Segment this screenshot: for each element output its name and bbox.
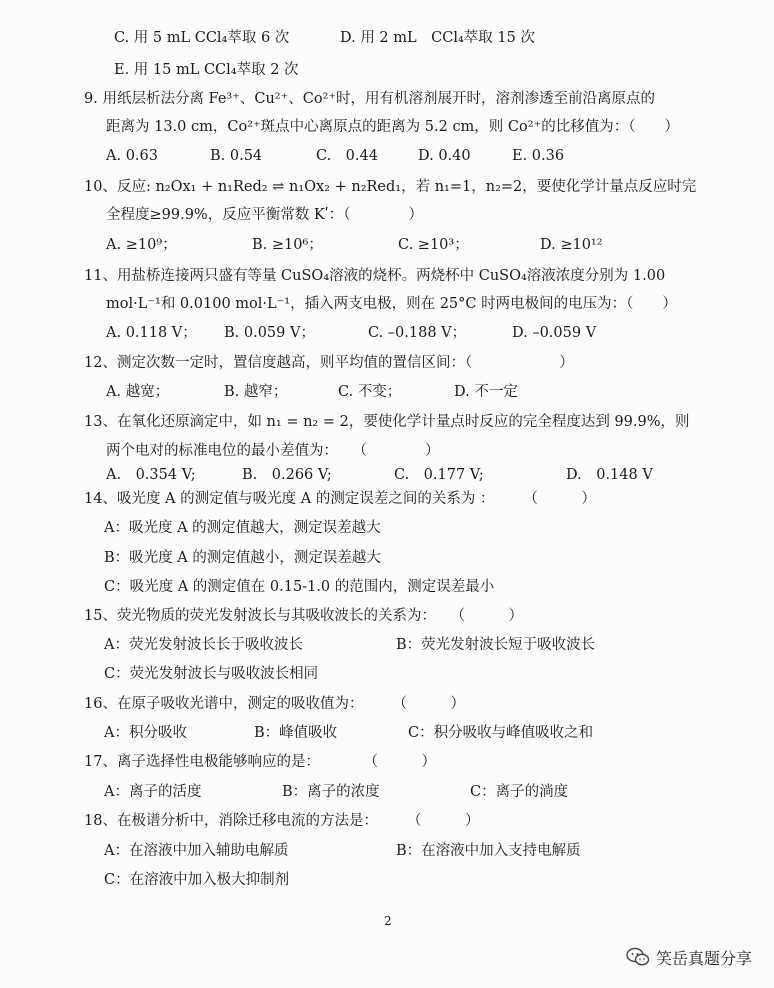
page-number: 2 xyxy=(384,914,392,928)
q13-stem-line2: 两个电对的标准电位的最小差值为： （ ） xyxy=(106,443,440,459)
q12-option-c: C. 不变； xyxy=(338,384,402,400)
q12-option-a: A. 越宽； xyxy=(106,384,170,400)
q18-option-a: A：在溶液中加入辅助电解质 xyxy=(104,843,289,859)
q12-option-b: B. 越窄； xyxy=(224,384,288,400)
q15-option-c: C：荧光发射波长与吸收波长相同 xyxy=(104,666,319,682)
q15-option-a: A：荧光发射波长长于吸收波长 xyxy=(104,637,303,653)
q17-stem: 17、离子选择性电极能够响应的是： （ ） xyxy=(84,754,436,770)
q14-option-c: C：吸光度 A 的测定值在 0.15-1.0 的范围内，测定误差最小 xyxy=(104,579,495,595)
q14-stem: 14、吸光度 A 的测定值与吸光度 A 的测定误差之间的关系为 ： （ ） xyxy=(84,491,596,507)
q11-option-c: C. –0.188 V； xyxy=(368,325,467,341)
q17-option-b: B：离子的浓度 xyxy=(282,784,380,800)
q9-stem-line1: 9. 用纸层析法分离 Fe³⁺、Cu²⁺、Co²⁺时，用有机溶剂展开时，溶剂渗透至前沿离原点的 xyxy=(84,91,656,107)
q8-option-e: E. 用 15 mL CCl₄萃取 2 次 xyxy=(114,62,299,78)
q15-stem: 15、荧光物质的荧光发射波长与其吸收波长的关系为： （ ） xyxy=(84,608,523,624)
q9-option-a: A. 0.63 xyxy=(106,148,158,164)
q8-option-d: D. 用 2 mL CCl₄萃取 15 次 xyxy=(340,30,535,46)
q9-option-b: B. 0.54 xyxy=(210,148,263,164)
q13-option-d: D. 0.148 V xyxy=(566,467,653,483)
q16-option-b: B：峰值吸收 xyxy=(254,725,338,741)
q9-option-d: D. 0.40 xyxy=(418,148,471,164)
q13-option-a: A. 0.354 V; xyxy=(106,467,196,483)
q18-option-c: C：在溶液中加入极大抑制剂 xyxy=(104,872,290,888)
q16-stem: 16、在原子吸收光谱中，测定的吸收值为： （ ） xyxy=(84,696,465,712)
watermark xyxy=(626,943,752,971)
q11-option-b: B. 0.059 V； xyxy=(224,325,315,341)
q9-option-c: C. 0.44 xyxy=(316,148,378,164)
q16-option-c: C：积分吸收与峰值吸收之和 xyxy=(408,725,594,741)
q10-option-b: B. ≥10⁶； xyxy=(252,237,323,253)
q10-stem-line2: 全程度≥99.9%，反应平衡常数 Kʹ：（ ） xyxy=(106,207,423,223)
q11-option-d: D. –0.059 V xyxy=(512,325,597,341)
q8-option-c: C. 用 5 mL CCl₄萃取 6 次 xyxy=(114,30,290,46)
q9-option-e: E. 0.36 xyxy=(512,148,565,164)
q9-stem-line2: 距离为 13.0 cm，Co²⁺斑点中心离原点的距离为 5.2 cm，则 Co²⁺的比移值为：（ ） xyxy=(106,119,679,135)
q13-option-c: C. 0.177 V; xyxy=(394,467,484,483)
wechat-icon xyxy=(626,947,650,967)
q14-option-a: A：吸光度 A 的测定值越大，测定误差越大 xyxy=(104,520,381,536)
q16-option-a: A：积分吸收 xyxy=(104,725,187,741)
q10-option-d: D. ≥10¹² xyxy=(540,237,603,253)
q11-option-a: A. 0.118 V； xyxy=(106,325,197,341)
q10-stem-line1: 10、反应: n₂Ox₁ + n₁Red₂ ⇌ n₁Ox₂ + n₂Red₁，若 n₁=1，n₂=2，要使化学计量点反应时完 xyxy=(84,179,697,195)
q18-stem: 18、在极谱分析中，消除迁移电流的方法是： （ ） xyxy=(84,813,480,829)
q15-option-b: B：荧光发射波长短于吸收波长 xyxy=(396,637,596,653)
q12-option-d: D. 不一定 xyxy=(454,384,518,400)
q18-option-b: B：在溶液中加入支持电解质 xyxy=(396,843,581,859)
q13-option-b: B. 0.266 V; xyxy=(242,467,332,483)
q14-option-b: B：吸光度 A 的测定值越小，测定误差越大 xyxy=(104,550,381,566)
q10-option-a: A. ≥10⁹； xyxy=(106,237,177,253)
q11-stem-line1: 11、用盐桥连接两只盛有等量 CuSO₄溶液的烧杯。两烧杯中 CuSO₄溶液浓度分别为 1.00 xyxy=(84,268,666,284)
q13-stem-line1: 13、在氧化还原滴定中，如 n₁ = n₂ = 2，要使化学计量点时反应的完全程度达到 99.9%，则 xyxy=(84,414,690,430)
q17-option-a: A：离子的活度 xyxy=(104,784,202,800)
watermark-text: 笑岳真题分享 xyxy=(655,948,752,968)
q11-stem-line2: mol·L⁻¹和 0.0100 mol·L⁻¹，插入两支电极，则在 25°C 时两电极间的电压为：（ ） xyxy=(106,296,677,312)
q17-option-c: C：离子的淌度 xyxy=(470,784,569,800)
q12-stem: 12、测定次数一定时，置信度越高，则平均值的置信区间：（ ） xyxy=(84,355,574,371)
q10-option-c: C. ≥10³； xyxy=(398,237,469,253)
